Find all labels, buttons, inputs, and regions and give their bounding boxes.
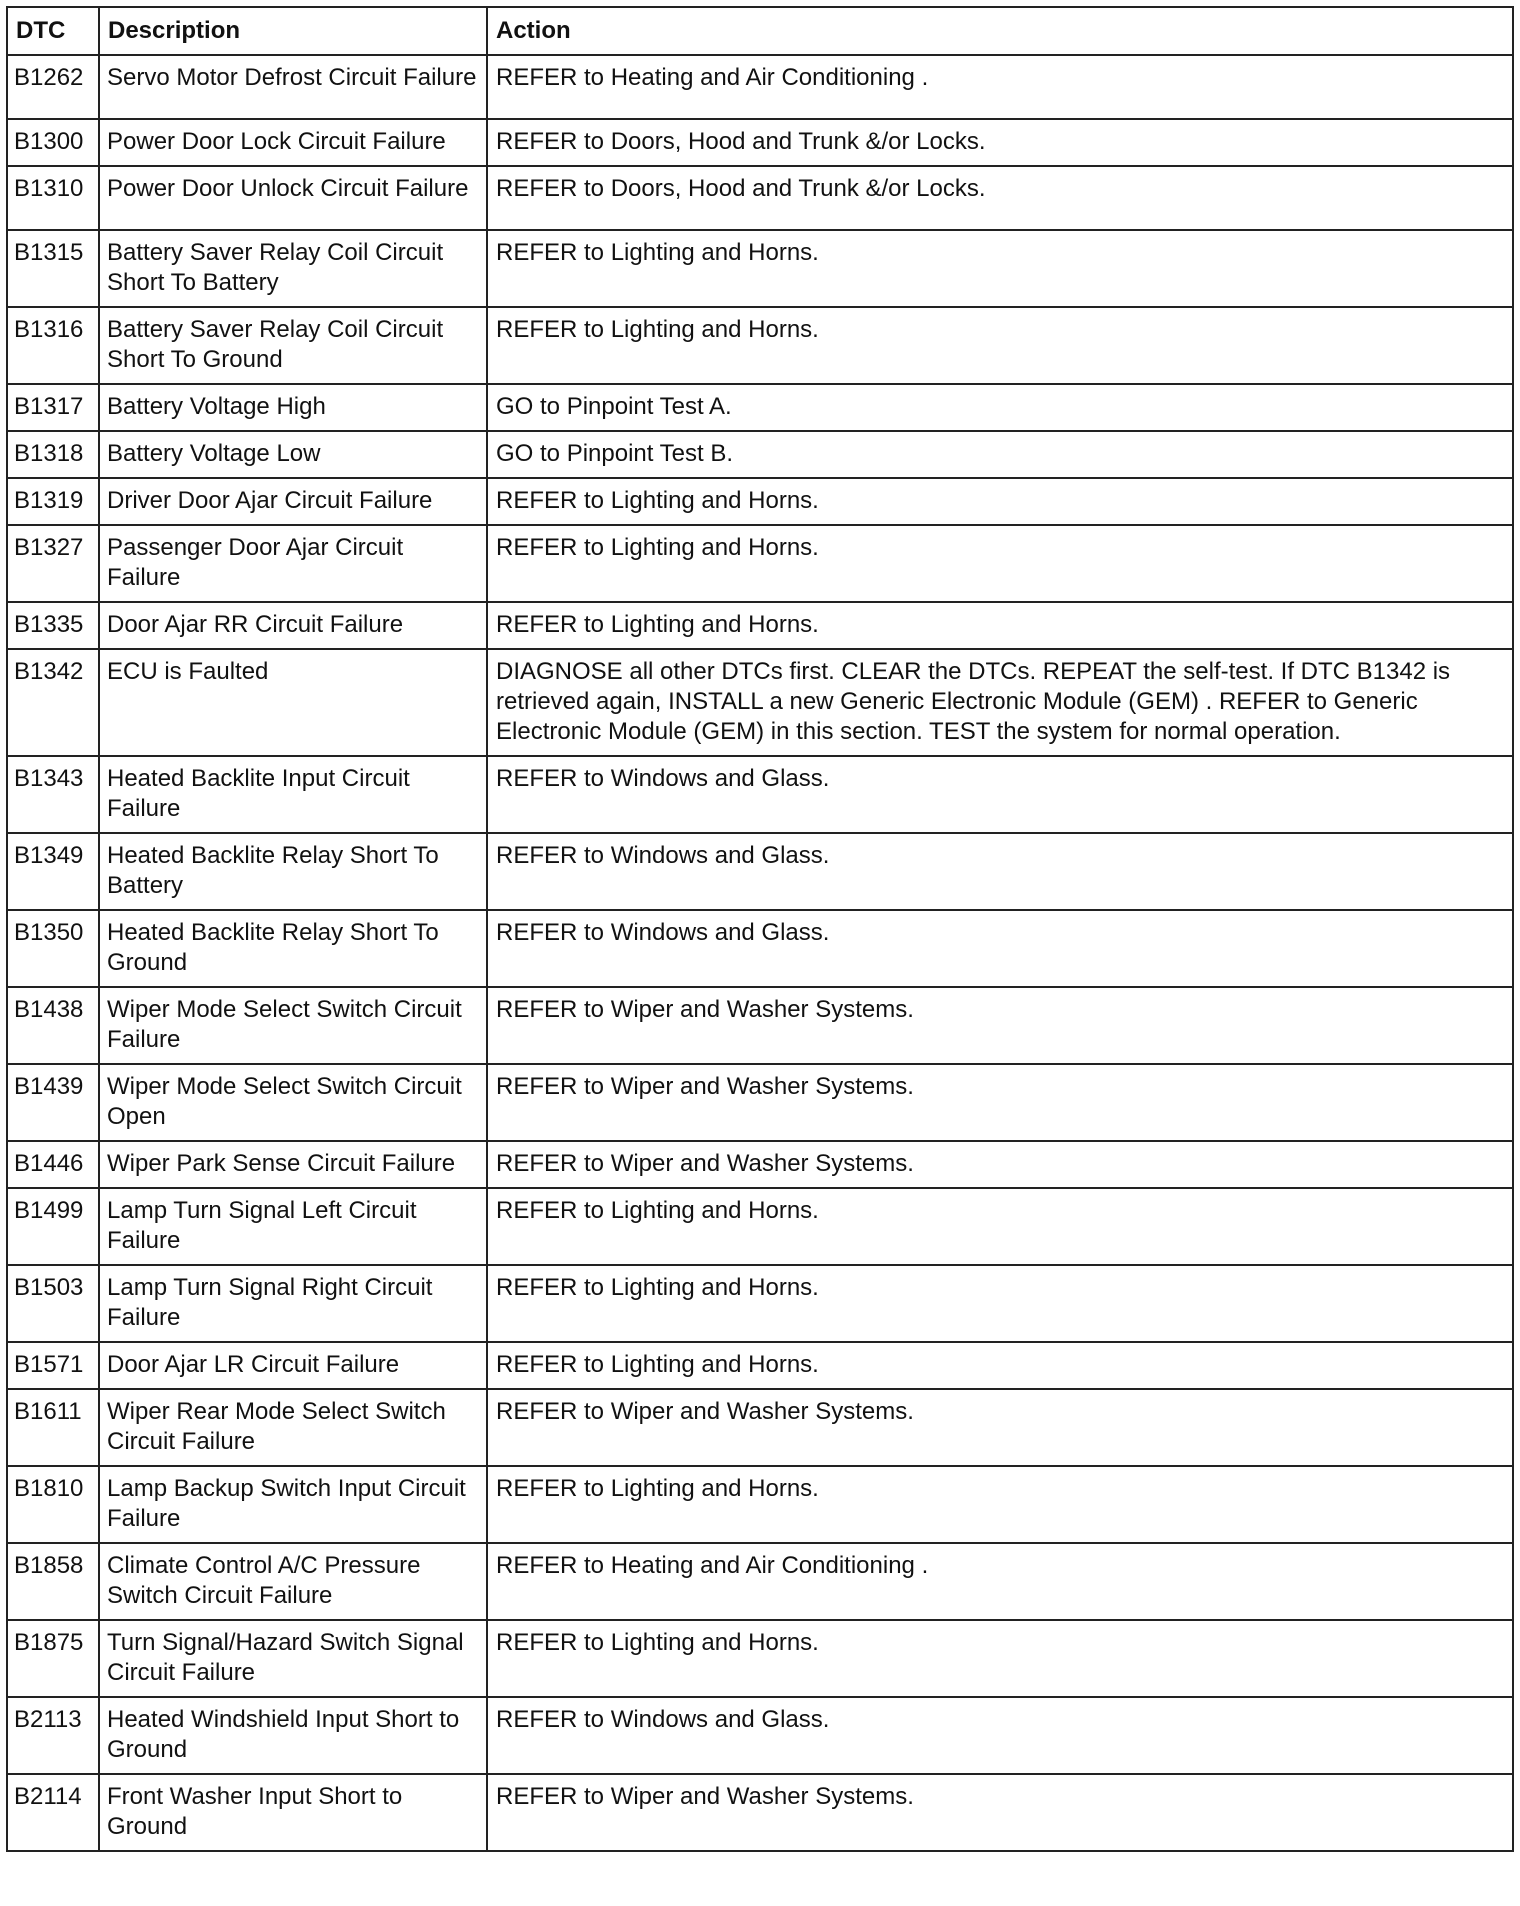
dtc-action: REFER to Heating and Air Conditioning . [487,55,1513,119]
dtc-description: Battery Saver Relay Coil Circuit Short To Ground [99,307,487,384]
dtc-code: B1439 [7,1064,99,1141]
dtc-description: Battery Voltage Low [99,431,487,478]
dtc-action: REFER to Heating and Air Conditioning . [487,1543,1513,1620]
dtc-table [6,6,1514,1852]
dtc-action: REFER to Wiper and Washer Systems. [487,987,1513,1064]
table-row [7,910,1513,987]
dtc-code: B1300 [7,119,99,166]
dtc-action: REFER to Doors, Hood and Trunk &/or Locks. [487,166,1513,230]
dtc-code: B1318 [7,431,99,478]
dtc-code: B1342 [7,649,99,756]
table-row [7,756,1513,833]
table-header [7,7,1513,55]
dtc-action: REFER to Lighting and Horns. [487,307,1513,384]
dtc-description: Lamp Turn Signal Right Circuit Failure [99,1265,487,1342]
dtc-action: REFER to Lighting and Horns. [487,1188,1513,1265]
dtc-description: Turn Signal/Hazard Switch Signal Circuit Failure [99,1620,487,1697]
dtc-code: B1499 [7,1188,99,1265]
table-row [7,384,1513,431]
dtc-description: Climate Control A/C Pressure Switch Circuit Failure [99,1543,487,1620]
dtc-action: REFER to Lighting and Horns. [487,1620,1513,1697]
header-dtc: DTC [7,7,99,55]
dtc-code: B1858 [7,1543,99,1620]
table-row [7,230,1513,307]
dtc-code: B1438 [7,987,99,1064]
dtc-action: REFER to Windows and Glass. [487,833,1513,910]
header-row [7,7,1513,55]
table-row [7,1466,1513,1543]
dtc-description: Wiper Rear Mode Select Switch Circuit Failure [99,1389,487,1466]
dtc-description: Door Ajar LR Circuit Failure [99,1342,487,1389]
dtc-action: GO to Pinpoint Test B. [487,431,1513,478]
table-body [7,55,1513,1851]
dtc-code: B2113 [7,1697,99,1774]
dtc-description: Wiper Mode Select Switch Circuit Failure [99,987,487,1064]
dtc-description: Heated Backlite Input Circuit Failure [99,756,487,833]
table-row [7,119,1513,166]
table-row [7,602,1513,649]
table-row [7,1064,1513,1141]
table-row [7,833,1513,910]
dtc-action: GO to Pinpoint Test A. [487,384,1513,431]
table-row [7,478,1513,525]
dtc-action: REFER to Wiper and Washer Systems. [487,1141,1513,1188]
dtc-code: B1262 [7,55,99,119]
dtc-code: B1810 [7,1466,99,1543]
header-description: Description [99,7,487,55]
dtc-code: B1611 [7,1389,99,1466]
table-row [7,1342,1513,1389]
dtc-code: B1350 [7,910,99,987]
dtc-action: REFER to Lighting and Horns. [487,1342,1513,1389]
dtc-code: B1327 [7,525,99,602]
dtc-description: Lamp Backup Switch Input Circuit Failure [99,1466,487,1543]
dtc-code: B1315 [7,230,99,307]
table-row [7,1697,1513,1774]
dtc-code: B1319 [7,478,99,525]
table-row [7,1389,1513,1466]
dtc-code: B2114 [7,1774,99,1851]
table-row [7,1141,1513,1188]
dtc-description: Wiper Park Sense Circuit Failure [99,1141,487,1188]
dtc-code: B1349 [7,833,99,910]
table-row [7,1543,1513,1620]
dtc-action: REFER to Lighting and Horns. [487,478,1513,525]
dtc-action: REFER to Lighting and Horns. [487,602,1513,649]
table-row [7,987,1513,1064]
header-action: Action [487,7,1513,55]
dtc-code: B1446 [7,1141,99,1188]
dtc-description: Power Door Lock Circuit Failure [99,119,487,166]
dtc-action: DIAGNOSE all other DTCs first. CLEAR the DTCs. REPEAT the self-test. If DTC B1342 is retrieved again, INSTALL a new Generic Electronic Module (GEM) . REFER to Generic Electronic Module (GEM) in this section. TEST the system for normal operation. [487,649,1513,756]
dtc-description: Battery Voltage High [99,384,487,431]
dtc-description: Door Ajar RR Circuit Failure [99,602,487,649]
table-row [7,307,1513,384]
dtc-description: Heated Windshield Input Short to Ground [99,1697,487,1774]
dtc-description: Power Door Unlock Circuit Failure [99,166,487,230]
dtc-code: B1316 [7,307,99,384]
table-row [7,1774,1513,1851]
dtc-code: B1343 [7,756,99,833]
dtc-description: ECU is Faulted [99,649,487,756]
dtc-action: REFER to Lighting and Horns. [487,1466,1513,1543]
dtc-action: REFER to Doors, Hood and Trunk &/or Locks. [487,119,1513,166]
dtc-code: B1503 [7,1265,99,1342]
dtc-action: REFER to Lighting and Horns. [487,1265,1513,1342]
table-row [7,55,1513,119]
table-row [7,431,1513,478]
dtc-description: Wiper Mode Select Switch Circuit Open [99,1064,487,1141]
table-row [7,525,1513,602]
dtc-action: REFER to Windows and Glass. [487,910,1513,987]
table-row [7,649,1513,756]
dtc-action: REFER to Wiper and Washer Systems. [487,1389,1513,1466]
dtc-description: Front Washer Input Short to Ground [99,1774,487,1851]
dtc-code: B1317 [7,384,99,431]
table-row [7,166,1513,230]
dtc-action: REFER to Wiper and Washer Systems. [487,1064,1513,1141]
table-row [7,1620,1513,1697]
table-row [7,1188,1513,1265]
dtc-description: Heated Backlite Relay Short To Battery [99,833,487,910]
dtc-description: Battery Saver Relay Coil Circuit Short To Battery [99,230,487,307]
dtc-code: B1571 [7,1342,99,1389]
dtc-action: REFER to Lighting and Horns. [487,230,1513,307]
dtc-description: Servo Motor Defrost Circuit Failure [99,55,487,119]
dtc-description: Heated Backlite Relay Short To Ground [99,910,487,987]
dtc-code: B1335 [7,602,99,649]
dtc-code: B1875 [7,1620,99,1697]
dtc-description: Driver Door Ajar Circuit Failure [99,478,487,525]
dtc-action: REFER to Windows and Glass. [487,1697,1513,1774]
dtc-code: B1310 [7,166,99,230]
table-row [7,1265,1513,1342]
dtc-description: Lamp Turn Signal Left Circuit Failure [99,1188,487,1265]
dtc-action: REFER to Windows and Glass. [487,756,1513,833]
dtc-action: REFER to Lighting and Horns. [487,525,1513,602]
dtc-action: REFER to Wiper and Washer Systems. [487,1774,1513,1851]
dtc-description: Passenger Door Ajar Circuit Failure [99,525,487,602]
